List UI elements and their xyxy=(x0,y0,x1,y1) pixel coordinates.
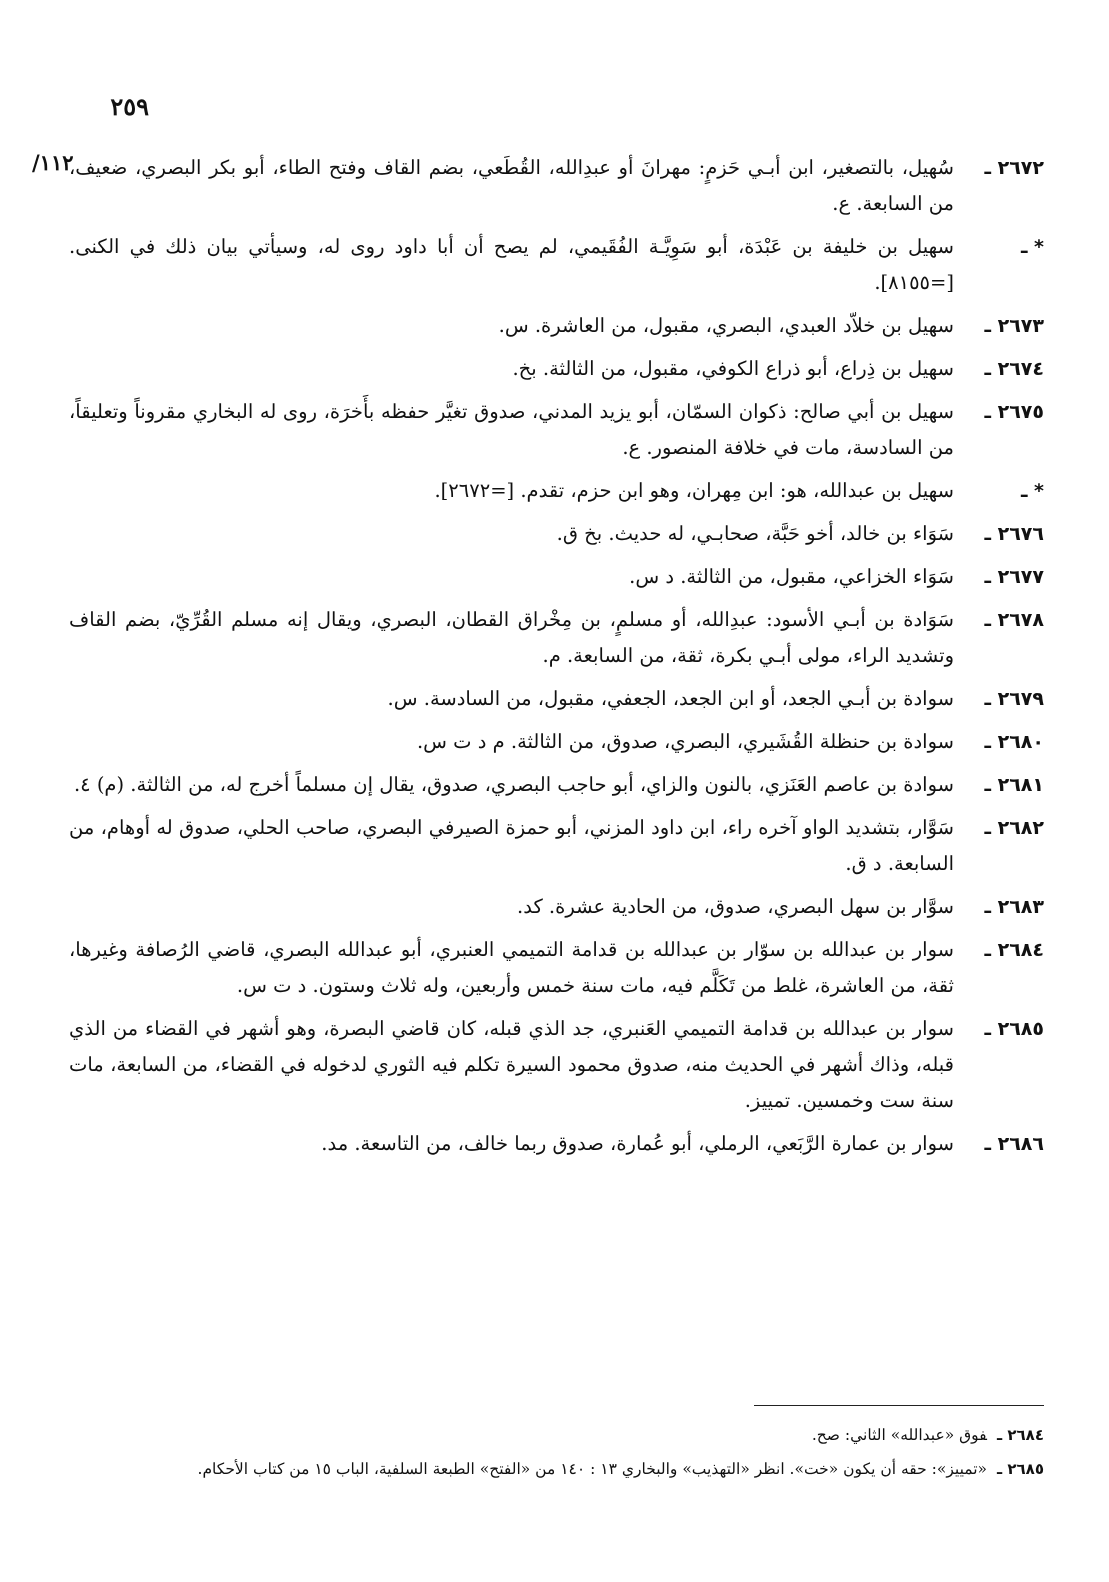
entry-text: سوار بن عبدالله بن قدامة التميمي العَنبري، جد الذي قبله، كان قاضي البصرة، وهو أشهر في القضاء من الذي قبله، وذاك أشهر في الحديث منه، صدوق محمود السيرة تكلم فيه الثوري لدخوله في القضاء، من السابعة، مات سنة ست وخمسين. تمييز. xyxy=(69,1017,954,1112)
entry xyxy=(69,559,1044,595)
entry-number: ٢٦٨١ ـ xyxy=(984,774,1044,796)
footnote xyxy=(69,1420,1044,1450)
entry-number: ٢٦٨٠ ـ xyxy=(984,731,1044,753)
footnote-number: ٢٦٨٤ ـ xyxy=(997,1426,1044,1444)
entry-number: ٢٦٨٤ ـ xyxy=(984,939,1044,961)
entry-number: ٢٦٨٥ ـ xyxy=(984,1018,1044,1040)
footnote-text: فوق «عبدالله» الثاني: صح. xyxy=(811,1426,988,1444)
entry-text: سوادة بن أبـي الجعد، أو ابن الجعد، الجعفي، مقبول، من السادسة. س. xyxy=(387,687,954,710)
entry xyxy=(69,516,1044,552)
entry-number: ٢٦٧٤ ـ xyxy=(984,358,1044,380)
entry-number: ٢٦٧٦ ـ xyxy=(984,523,1044,545)
entry-text: سهيل بن أبي صالح: ذكوان السمّان، أبو يزيد المدني، صدوق تغيَّر حفظه بأَخرَة، روى له البخاري مقروناً وتعليقاً، من السادسة، مات في خلافة المنصور. ع. xyxy=(69,400,954,459)
entry-number: ٢٦٨٦ ـ xyxy=(984,1133,1044,1155)
entry-text: سهيل بن خلاّد العبدي، البصري، مقبول، من العاشرة. س. xyxy=(498,314,954,337)
entry xyxy=(69,394,1044,466)
entry xyxy=(69,308,1044,344)
entry xyxy=(69,724,1044,760)
footnote xyxy=(69,1454,1044,1484)
entry-number: * ـ xyxy=(1020,236,1044,258)
entry-number: ٢٦٧٧ ـ xyxy=(984,566,1044,588)
entry-number: ٢٦٧٩ ـ xyxy=(984,688,1044,710)
entry-text: سوَّار بن سهل البصري، صدوق، من الحادية عشرة. كد. xyxy=(517,895,954,918)
entry-text: سَوَّار، بتشديد الواو آخره راء، ابن داود المزني، أبو حمزة الصيرفي البصري، صاحب الحلي، صدوق له أوهام، من السابعة. د ق. xyxy=(69,816,954,875)
entry-text: سَوَادة بن أبـي الأسود: عبدِالله، أو مسلمٍ، بن مِخْراق القطان، البصري، ويقال إنه مسلم القُرِّيّ، بضم القاف وتشديد الراء، مولى أبـي بكرة، ثقة، من السابعة. م. xyxy=(69,608,954,667)
entry xyxy=(69,932,1044,1004)
entry xyxy=(69,229,1044,301)
entry xyxy=(69,473,1044,509)
footnote-text: «تمييز»: حقه أن يكون «خت». انظر «التهذيب» والبخاري ١٣ : ١٤٠ من «الفتح» الطبعة السلفية، الباب ١٥ من كتاب الأحكام. xyxy=(197,1460,988,1478)
entry xyxy=(69,810,1044,882)
entry-text: سوادة بن حنظلة القُشَيري، البصري، صدوق، من الثالثة. م د ت س. xyxy=(416,730,954,753)
entry-number: ٢٦٧٢ ـ xyxy=(984,157,1044,179)
entry-number: ٢٦٨٢ ـ xyxy=(984,817,1044,839)
entry-text: سوار بن عمارة الرَّبَعي، الرملي، أبو عُمارة، صدوق ربما خالف، من التاسعة. مد. xyxy=(321,1132,954,1155)
entry-number: ٢٦٨٣ ـ xyxy=(984,896,1044,918)
entry xyxy=(69,681,1044,717)
entry-number: * ـ xyxy=(1020,480,1044,502)
entry xyxy=(69,351,1044,387)
entry xyxy=(69,1011,1044,1119)
entry-text: سُهيل، بالتصغير، ابن أبـي حَزمٍ: مهرانَ أو عبدِالله، القُطَعي، بضم القاف وفتح الطاء، أبو بكر البصري، ضعيف، من السابعة. ع. xyxy=(69,156,954,215)
entry-number: ٢٦٧٥ ـ xyxy=(984,401,1044,423)
entry xyxy=(69,150,1044,222)
page-number: ٢٥٩ xyxy=(110,92,149,121)
entry xyxy=(69,889,1044,925)
entry xyxy=(69,1126,1044,1162)
entry-text: سهيل بن عبدالله، هو: ابن مِهران، وهو ابن حزم، تقدم. [=٢٦٧٢]. xyxy=(434,479,954,502)
entry xyxy=(69,602,1044,674)
entries-list xyxy=(69,150,1044,1169)
footnotes xyxy=(69,1420,1044,1488)
entry-text: سَوَاء بن خالد، أخو حَبَّة، صحابـي، له حديث. بخ ق. xyxy=(556,522,954,545)
entry-number: ٢٦٧٣ ـ xyxy=(984,315,1044,337)
footnote-divider xyxy=(754,1405,1044,1406)
entry-text: سوادة بن عاصم العَنَزي، بالنون والزاي، أبو حاجب البصري، صدوق، يقال إن مسلماً أخرج له، من الثالثة. (م) ٤. xyxy=(73,773,954,796)
entry-text: سوار بن عبدالله بن سوّار بن عبدالله بن قدامة التميمي العنبري، أبو عبدالله البصري، قاضي الرُصافة وغيرها، ثقة، من العاشرة، غلط من تَكَلَّم فيه، مات سنة خمس وأربعين، وله ثلاث وستون. د ت س. xyxy=(69,938,954,997)
entry-text: سَوَاء الخزاعي، مقبول، من الثالثة. د س. xyxy=(629,565,954,588)
entry-text: سهيل بن خليفة بن عَبْدَة، أبو سَوِيَّـة الفُقَيمي، لم يصح أن أبا داود روى له، وسيأتي بيان ذلك في الكنى. [=٨١٥٥]. xyxy=(69,235,954,294)
footnote-number: ٢٦٨٥ ـ xyxy=(997,1460,1044,1478)
entry xyxy=(69,767,1044,803)
margin-reference: ١١٢/ xyxy=(32,150,74,175)
entry-text: سهيل بن ذِراع، أبو ذراع الكوفي، مقبول، من الثالثة. بخ. xyxy=(512,357,954,380)
entry-number: ٢٦٧٨ ـ xyxy=(984,609,1044,631)
